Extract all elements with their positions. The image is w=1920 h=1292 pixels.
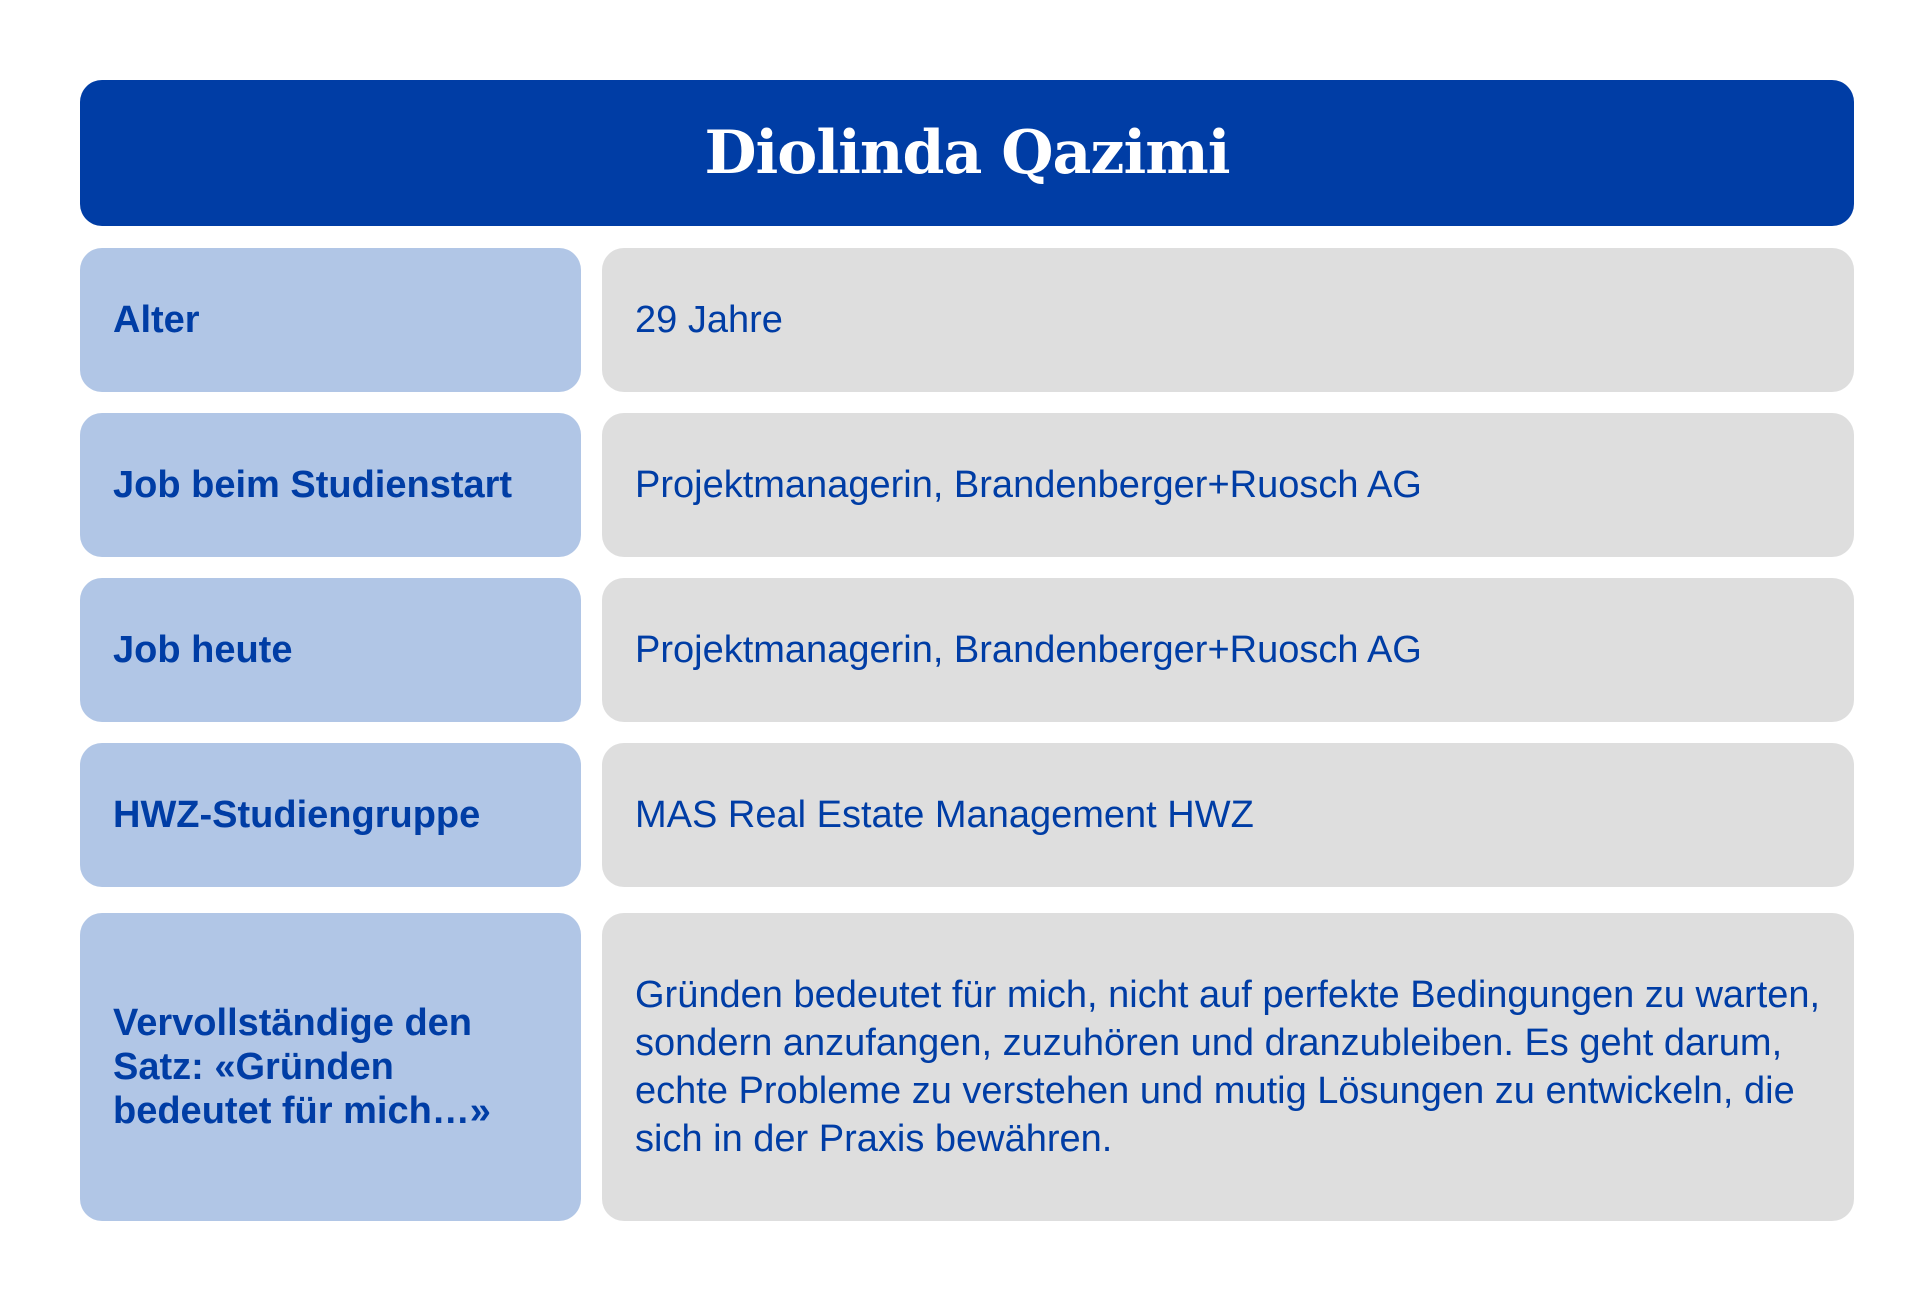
row-label: Vervollständige den Satz: «Gründen bedeutet für mich…» (113, 1002, 491, 1132)
row-alter (80, 248, 1854, 392)
row-label: Job beim Studienstart (113, 464, 513, 506)
row-value: 29 Jahre (635, 299, 783, 341)
row-label: HWZ-Studiengruppe (113, 794, 481, 836)
row-value: MAS Real Estate Management HWZ (635, 794, 1254, 836)
value-cell (602, 413, 1854, 557)
label-cell (80, 578, 581, 722)
row-value: Gründen bedeutet für mich, nicht auf perfekte Bedingungen zu warten, sondern anzufangen, zuzuhören und dranzubleiben. Es geht darum, echte Probleme zu verstehen und mutig Lösungen zu entwickeln, die sich in der Praxis bewähren. (635, 974, 1821, 1160)
row-value: Projektmanagerin, Brandenberger+Ruosch AG (635, 464, 1422, 506)
row-gruenden-satz (80, 913, 1854, 1221)
label-cell (80, 743, 581, 887)
profile-header (80, 80, 1854, 226)
value-cell (602, 248, 1854, 392)
row-job-heute (80, 578, 1854, 722)
row-studiengruppe (80, 743, 1854, 887)
label-cell (80, 248, 581, 392)
label-cell (80, 913, 581, 1221)
label-cell (80, 413, 581, 557)
value-cell (602, 578, 1854, 722)
row-value: Projektmanagerin, Brandenberger+Ruosch AG (635, 629, 1422, 671)
row-label: Alter (113, 299, 200, 341)
value-cell (602, 743, 1854, 887)
value-cell (602, 913, 1854, 1221)
row-label: Job heute (113, 629, 293, 671)
row-job-studienstart (80, 413, 1854, 557)
profile-name: Diolinda Qazimi (704, 118, 1230, 188)
